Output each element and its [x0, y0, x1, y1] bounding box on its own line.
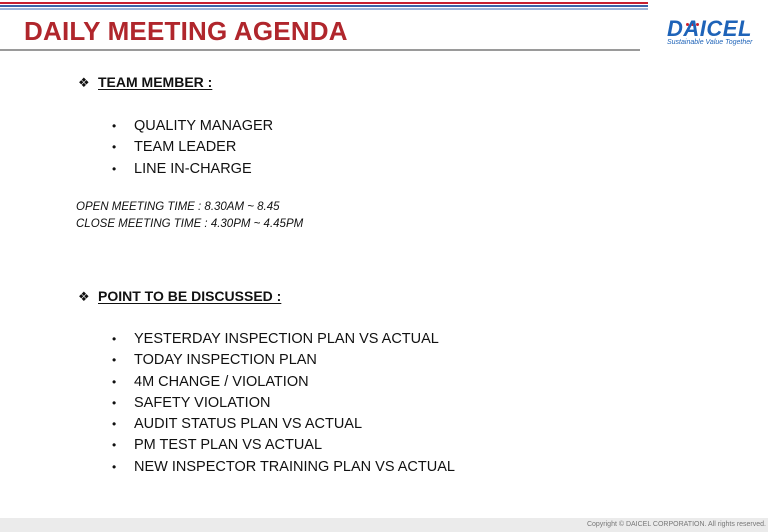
bullet-icon: •: [112, 140, 117, 155]
list-item: • 4M CHANGE / VIOLATION: [112, 372, 455, 393]
team-member-heading: [78, 74, 212, 91]
discussion-heading: [78, 288, 281, 305]
title-underline: [0, 49, 640, 51]
company-logo: [664, 8, 758, 48]
bullet-icon: •: [112, 332, 117, 346]
bullet-icon: •: [112, 161, 117, 176]
header-stripe-red: [0, 2, 648, 4]
header-stripe-blue: [0, 5, 648, 7]
list-item: • SAFETY VIOLATION: [112, 393, 455, 414]
close-meeting-time: CLOSE MEETING TIME : 4.30PM ~ 4.45PM: [76, 218, 304, 230]
discussion-heading-text: POINT TO BE DISCUSSED :: [98, 288, 282, 304]
discussion-point-list: [112, 329, 455, 478]
bullet-icon: •: [112, 353, 117, 368]
header-stripes: [0, 0, 648, 12]
open-meeting-time: OPEN MEETING TIME : 8.30AM ~ 8.45: [76, 201, 280, 213]
diamond-bullet-icon: ❖: [78, 289, 90, 304]
list-item: • QUALITY MANAGER: [112, 116, 273, 137]
logo-tagline: Sustainable Value Together: [667, 39, 753, 46]
bullet-icon: •: [112, 438, 117, 453]
team-member-list: [112, 116, 273, 180]
list-item: • PM TEST PLAN VS ACTUAL: [112, 435, 455, 456]
bullet-icon: •: [112, 395, 117, 410]
bullet-icon: •: [112, 417, 117, 432]
list-item: • YESTERDAY INSPECTION PLAN VS ACTUAL: [112, 329, 455, 350]
header-stripe-light-blue: [0, 8, 648, 10]
list-item: • NEW INSPECTOR TRAINING PLAN VS ACTUAL: [112, 457, 455, 478]
diamond-bullet-icon: ❖: [78, 75, 90, 90]
logo-wordmark: DAICEL: [667, 16, 752, 41]
bullet-icon: •: [112, 119, 117, 133]
list-item: • TEAM LEADER: [112, 137, 273, 158]
list-item: • AUDIT STATUS PLAN VS ACTUAL: [112, 414, 455, 435]
footer-bar: [0, 518, 768, 532]
team-member-heading-text: TEAM MEMBER :: [98, 74, 213, 90]
list-item: • LINE IN-CHARGE: [112, 159, 273, 180]
copyright-notice: Copyright © DAICEL CORPORATION. All rights reserved.: [586, 521, 766, 528]
list-item: • TODAY INSPECTION PLAN: [112, 350, 455, 371]
page-title: DAILY MEETING AGENDA: [24, 16, 348, 46]
bullet-icon: •: [112, 459, 117, 474]
bullet-icon: •: [112, 374, 117, 389]
